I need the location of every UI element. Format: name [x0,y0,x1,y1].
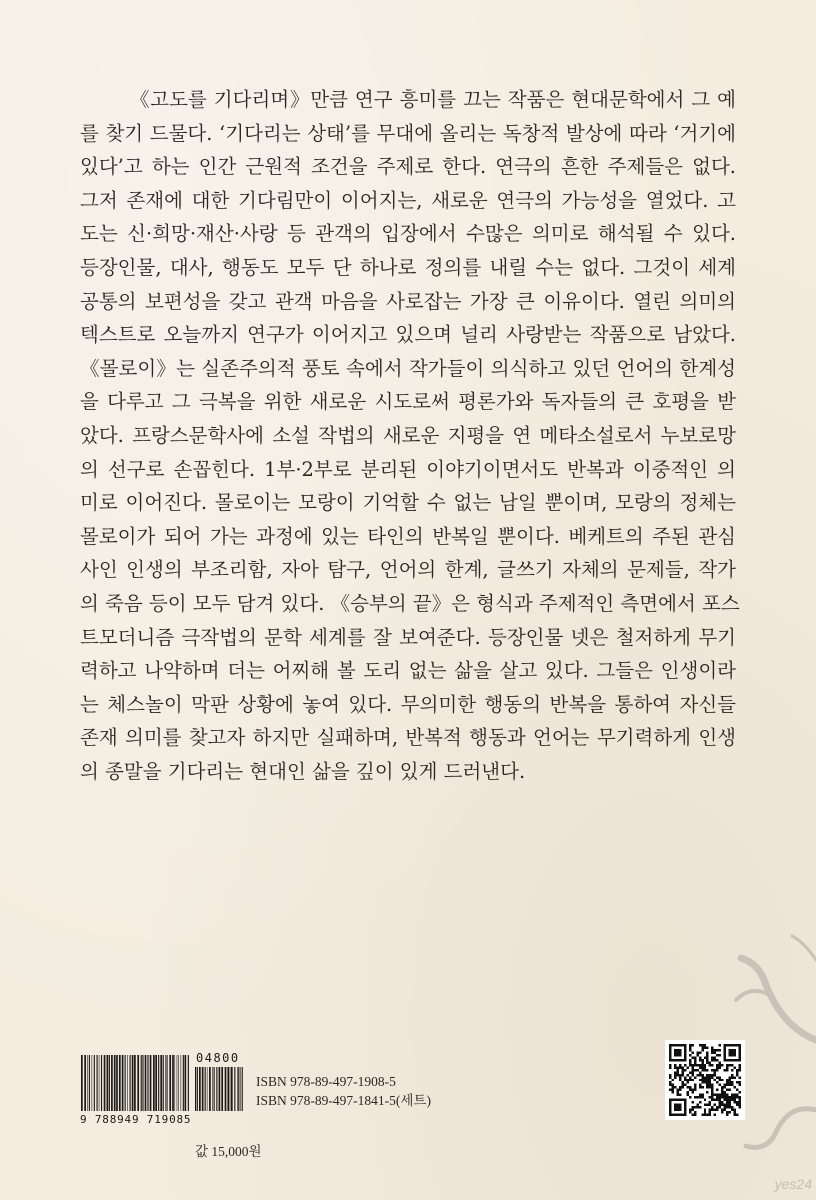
qr-code-icon [665,1040,745,1120]
blurb-line: 《몰로이》는 실존주의적 풍토 속에서 작가들이 의식하고 있던 언어의 한계성 [80,356,736,380]
watermark: yes24 [774,1176,812,1192]
blurb-line: 존재 의미를 찾고자 하지만 실패하며, 반복적 행동과 언어는 무기력하게 인생 [80,726,736,750]
price-label: 값 15,000원 [195,1144,262,1159]
blurb-line: 《고도를 기다리며》만큼 연구 흥미를 끄는 작품은 현대문학에서 그 예 [130,88,736,111]
blurb-line: 트모더니즘 극작법의 문학 세계를 잘 보여준다. 등장인물 넷은 철저하게 무기 [80,625,736,649]
blurb-line: 의 종말을 기다리는 현대인 삶을 깊이 있게 드러낸다. [80,759,526,783]
blurb-line: 을 다루고 그 극복을 위한 새로운 시도로써 평론가와 독자들의 큰 호평을 받 [80,390,736,414]
blurb-line: 미로 이어진다. 몰로이는 모랑이 기억할 수 없는 남일 뿐이며, 모랑의 정체는 [80,491,736,515]
blurb-line: 았다. 프랑스문학사에 소설 작법의 새로운 지평을 연 메타소설로서 누보로망 [80,423,736,447]
blurb-line: 도는 신·희망·재산·사랑 등 관객의 입장에서 수많은 의미로 해석될 수 있다. [80,222,736,246]
blurb-line: 그저 존재에 대한 기다림만이 이어지는, 새로운 연극의 가능성을 열었다. 고 [80,188,736,212]
blurb-line: 의 죽음 등이 모두 담겨 있다. 《승부의 끝》은 형식과 주제적인 측면에서 포스 [80,591,740,615]
blurb-line: 공통의 보편성을 갖고 관객 마음을 사로잡는 가장 큰 이유이다. 열린 의미의 [80,289,736,313]
isbn-line: ISBN 978-89-497-1908-5 [256,1074,396,1089]
blurb-line: 는 체스놀이 막판 상황에 놓여 있다. 무의미한 행동의 반복을 통하여 자신들 [80,692,736,716]
isbn-barcode [80,1055,190,1111]
blurb-line: 텍스트로 오늘까지 연구가 이어지고 있으며 널리 사랑받는 작품으로 남았다. [80,323,736,347]
isbn-set-line: ISBN 978-89-497-1841-5(세트) [256,1093,431,1108]
addon-digits: 04800 [196,1051,240,1065]
blurb-line: 등장인물, 대사, 행동도 모두 단 하나로 정의를 내릴 수는 없다. 그것이 세계 [80,255,736,279]
blurb-line: 몰로이가 되어 가는 과정에 있는 타인의 반복일 뿐이다. 베케트의 주된 관심 [80,524,736,548]
blurb-line: 를 찾기 드물다. ‘기다리는 상태’를 무대에 올리는 독창적 발상에 따라 ‘거기에 [80,121,736,145]
blurb-line: 사인 인생의 부조리함, 자아 탐구, 언어의 한계, 글쓰기 자체의 문제들, 작가 [80,558,736,582]
isbn-block [256,1072,431,1110]
blurb-line: 력하고 나약하며 더는 어찌해 볼 도리 없는 삶을 살고 있다. 그들은 인생이라 [80,659,736,683]
back-cover-blurb [80,83,740,788]
addon-barcode [194,1067,244,1111]
barcode-digits: 9 788949 719085 [80,1113,192,1126]
blurb-line: 있다’고 하는 인간 근원적 조건을 주제로 한다. 연극의 흔한 주제들은 없다. [80,155,736,179]
blurb-line: 의 선구로 손꼽힌다. 1부·2부로 분리된 이야기이면서도 반복과 이중적인 의 [80,457,736,481]
